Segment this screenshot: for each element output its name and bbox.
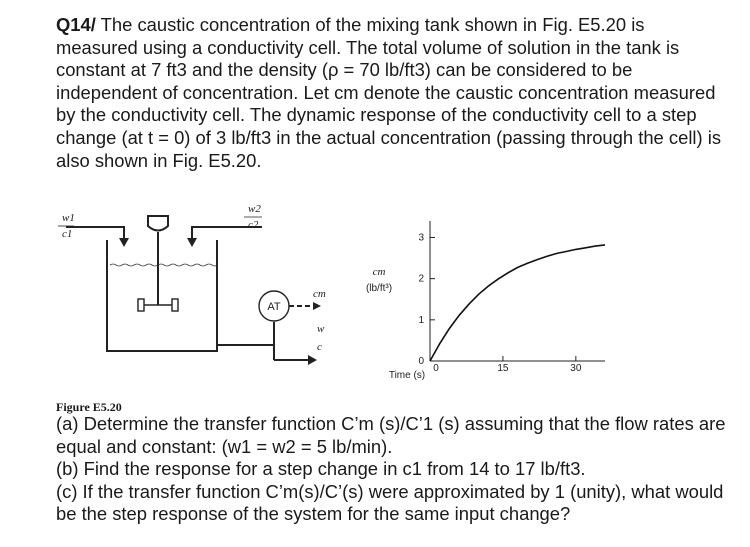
figure-caption: Figure E5.20 [56, 400, 122, 414]
question-text [56, 14, 726, 172]
c2-label: c2 [248, 219, 259, 231]
response-chart [40, 195, 680, 395]
y-tick-label-0: 0 [418, 356, 424, 367]
w2-label: w2 [248, 203, 261, 215]
response-curve [430, 245, 605, 361]
chart-xlabel: Time (s) [388, 370, 426, 381]
analyzer-label: AT [267, 301, 281, 313]
x-tick-label-15: 15 [497, 363, 509, 374]
figure-e5-20 [40, 195, 680, 405]
question-parts [56, 413, 736, 526]
cm-signal-label: cm [313, 288, 326, 300]
c1-label: c1 [62, 228, 73, 240]
w1-label: w1 [62, 212, 75, 224]
y-tick-label-3: 3 [418, 232, 424, 244]
part-b: (b) Find the response for a step change in c1 from 14 to 17 lb/ft3. [56, 458, 586, 480]
chart-ylabel-unit: (lb/ft³) [365, 283, 393, 294]
part-a: (a) Determine the transfer function C’m (s)/C’1 (s) assuming that the flow rates are equal and constant: (w1 = w2 = 5 lb/min). [56, 413, 726, 457]
y-tick-label-1: 1 [418, 314, 424, 326]
chart-ylabel-var: cm [372, 266, 386, 278]
w-label: w [317, 323, 325, 335]
part-c: (c) If the transfer function C’m(s)/C’(s) were approximated by 1 (unity), what would be the step response of the system for the same input change? [56, 480, 724, 525]
c-label: c [317, 341, 322, 353]
x-tick-label-30: 30 [570, 363, 582, 374]
question-body: The caustic concentration of the mixing tank shown in Fig. E5.20 is measured using a conductivity cell. The total volume of solution in the tank is constant at 7 ft3 and the density (ρ = 70 lb/ft3) can be considered to be independent of concentration. Let cm denote the caustic concentration measured by the conductivity cell. The dynamic response of the conductivity cell to a step change (at t = 0) of 3 lb/ft3 in the actual concentration (passing through the cell) is also shown in Fig. E5.20. [56, 14, 722, 171]
question-number: Q14/ [56, 14, 96, 35]
x-tick-label-0: 0 [433, 363, 439, 374]
y-tick-label-2: 2 [418, 273, 424, 285]
